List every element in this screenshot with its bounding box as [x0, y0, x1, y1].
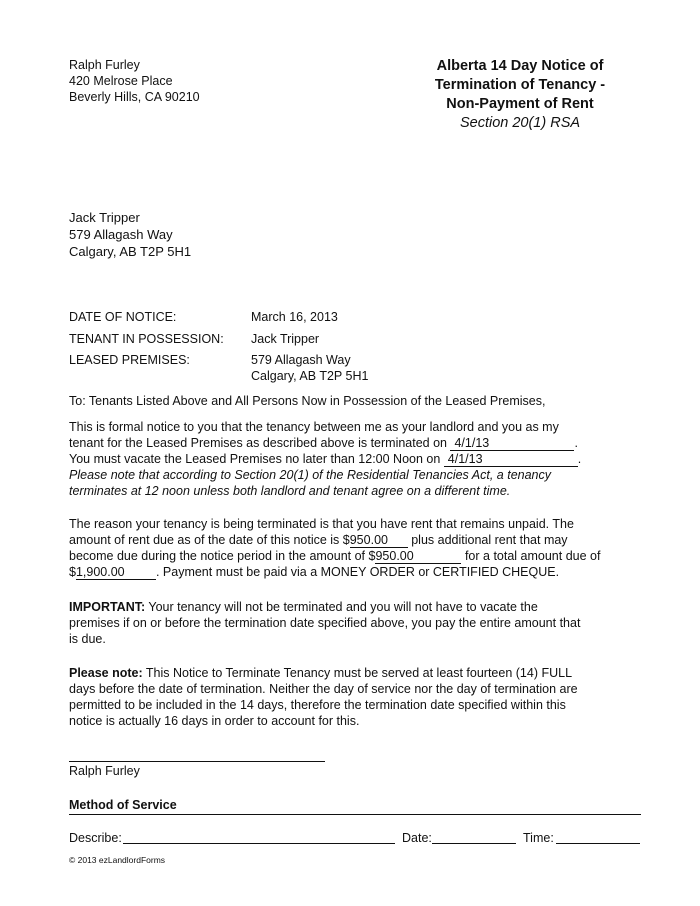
to-line: To: Tenants Listed Above and All Persons Now in Possession of the Leased Premises,	[69, 394, 546, 408]
termination-paragraph	[69, 419, 649, 499]
p1-italic-line1: Please note that according to Section 20(1) of the Residential Tenancies Act, a tenancy	[69, 468, 552, 482]
p3-line2: premises if on or before the termination date specified above, you pay the entire amount that	[69, 616, 581, 630]
premises-value	[251, 352, 368, 384]
p2-line4-text: . Payment must be paid via a MONEY ORDER or CERTIFIED CHEQUE.	[155, 565, 560, 579]
p2-line3-text: become due during the notice period in the amount of $	[69, 549, 376, 563]
recipient-address-line2: Calgary, AB T2P 5H1	[69, 244, 192, 259]
please-note-label: Please note:	[69, 666, 143, 680]
signature-name: Ralph Furley	[69, 764, 140, 778]
premises-line2: Calgary, AB T2P 5H1	[251, 369, 369, 383]
additional-rent-field: 950.00	[375, 550, 461, 564]
rent-due-field: 950.00	[350, 534, 408, 548]
recipient-name: Jack Tripper	[69, 210, 140, 225]
document-title	[390, 57, 650, 133]
p1-line2-text: tenant for the Leased Premises as described above is terminated on	[69, 436, 447, 450]
p3-line3: is due.	[69, 632, 106, 646]
important-label: IMPORTANT:	[69, 600, 146, 614]
date-of-notice-value: March 16, 2013	[251, 310, 338, 324]
reason-paragraph	[69, 516, 659, 580]
p4-line1	[69, 665, 659, 681]
signature-line	[69, 761, 325, 762]
time-label: Time:	[523, 831, 554, 845]
method-of-service-heading: Method of Service	[69, 798, 177, 812]
p1-line1: This is formal notice to you that the tenancy between me as your landlord and you as my	[69, 420, 559, 434]
p4-line4: notice is actually 16 days in order to account for this.	[69, 714, 360, 728]
p3-line1	[69, 599, 659, 615]
time-field[interactable]	[556, 843, 640, 844]
p4-line3: permitted to be included in the 14 days, therefore the termination date specified within this	[69, 698, 566, 712]
p1-italic-line2: terminates at 12 noon unless both landlord and tenant agree on a different time.	[69, 484, 511, 498]
p2-line4	[69, 564, 659, 580]
premises-line1: 579 Allagash Way	[251, 353, 351, 367]
tenant-label: TENANT IN POSSESSION:	[69, 332, 224, 346]
p1-line3-end: .	[577, 452, 582, 466]
please-note-paragraph	[69, 665, 659, 729]
title-line3: Non-Payment of Rent	[446, 96, 594, 112]
tenant-value: Jack Tripper	[251, 332, 320, 346]
p1-line2-end: .	[574, 436, 578, 450]
service-divider	[69, 814, 641, 815]
sender-address	[69, 57, 200, 105]
copyright: © 2013 ezLandlordForms	[69, 855, 166, 865]
p2-line2	[69, 532, 659, 548]
p1-line2	[69, 435, 649, 451]
sender-address-line2: Beverly Hills, CA 90210	[69, 90, 200, 104]
total-due-field: 1,900.00	[76, 566, 156, 580]
date-of-notice-label: DATE OF NOTICE:	[69, 310, 177, 324]
p4-line2: days before the date of termination. Neither the day of service nor the day of termination are	[69, 682, 578, 696]
date-label: Date:	[402, 831, 432, 845]
recipient-address	[69, 209, 191, 260]
title-line2: Termination of Tenancy -	[434, 77, 606, 93]
describe-label: Describe:	[69, 831, 122, 845]
p2-line1: The reason your tenancy is being terminated is that you have rent that remains unpaid. The	[69, 517, 574, 531]
p2-line2-text: amount of rent due as of the date of this notice is $	[69, 533, 350, 547]
title-line1: Alberta 14 Day Notice of	[436, 58, 604, 74]
p2-line3-end: for a total amount due of	[464, 549, 601, 563]
date-field[interactable]	[432, 843, 516, 844]
vacate-date-field: 4/1/13	[444, 453, 578, 467]
recipient-address-line1: 579 Allagash Way	[69, 227, 173, 242]
p3-line1-text: Your tenancy will not be terminated and you will not have to vacate the	[145, 600, 538, 614]
sender-address-line1: 420 Melrose Place	[69, 74, 173, 88]
describe-field[interactable]	[123, 843, 395, 844]
p1-line3	[69, 451, 649, 467]
p1-line3-text: You must vacate the Leased Premises no later than 12:00 Noon on	[69, 452, 441, 466]
termination-date-field: 4/1/13	[450, 437, 574, 451]
premises-label: LEASED PREMISES:	[69, 353, 190, 367]
p2-line4-dollar: $	[69, 565, 76, 579]
title-line4: Section 20(1) RSA	[459, 115, 581, 131]
p2-line2-end: plus additional rent that may	[411, 533, 568, 547]
p2-line3	[69, 548, 659, 564]
p4-line1-text: This Notice to Terminate Tenancy must be served at least fourteen (14) FULL	[142, 666, 573, 680]
important-paragraph	[69, 599, 659, 647]
sender-name: Ralph Furley	[69, 58, 140, 72]
